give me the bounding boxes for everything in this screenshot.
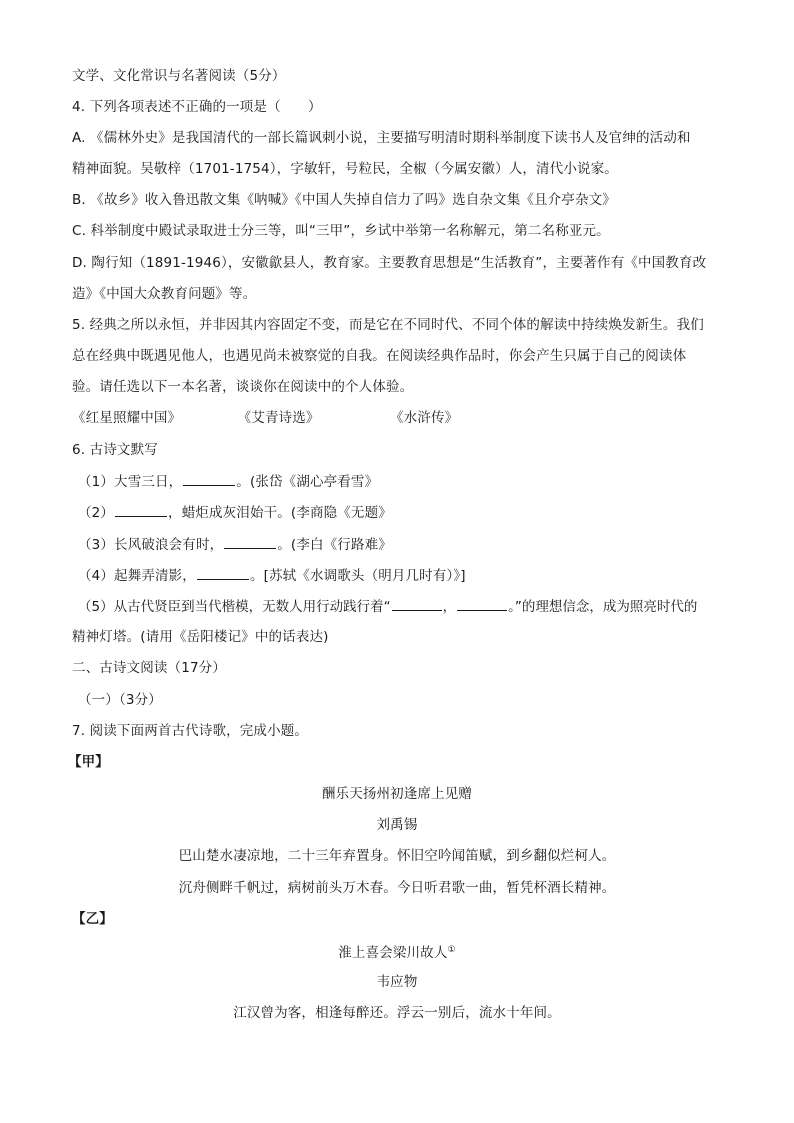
answer-blank[interactable] (224, 534, 276, 549)
question-5-line-1: 5. 经典之所以永恒，并非因其内容固定不变，而是它在不同时代、不同个体的解读中持续焕发新生。我们 (72, 317, 704, 333)
book-choices (72, 408, 724, 428)
poem-b-line-1: 江汉曾为客，相逢每醉还。浮云一别后，流水十年间。 (233, 1005, 561, 1021)
option-d-line-2: 造》《中国大众教育问题》等。 (72, 286, 257, 302)
option-a-line-1: A. 《儒林外史》是我国清代的一部长篇讽刺小说，主要描写明清时期科举制度下读书人及官绅的活动和 (72, 130, 691, 146)
book-choice-2: 《艾青诗选》 (237, 410, 320, 426)
poem-a-title: 酬乐天扬州初逢席上见赠 (321, 786, 473, 802)
poem-a-tag: 【甲】 (68, 754, 109, 770)
footnote-marker: ① (447, 945, 456, 955)
answer-blank[interactable] (115, 502, 167, 517)
option-c: C. 科举制度中殿试录取进士分三等，叫“三甲”，乡试中举第一名称解元，第二名称亚元。 (72, 223, 610, 239)
question-5-line-3: 验。请任选以下一本名著，谈谈你在阅读中的个人体验。 (72, 379, 414, 395)
part-2-subsection: （一）（3分） (78, 692, 162, 708)
recitation-item-3: （3）长风破浪会有时， 。(李白《行路难》 (78, 534, 730, 555)
answer-blank[interactable] (457, 596, 507, 611)
poem-a-line-1: 巴山楚水凄凉地，二十三年弃置身。怀旧空吟闻笛赋，到乡翻似烂柯人。 (178, 848, 616, 864)
poem-b-tag: 【乙】 (72, 911, 113, 927)
poem-b-author: 韦应物 (376, 974, 418, 990)
question-4-stem: 4. 下列各项表述不正确的一项是（ ） (72, 99, 322, 115)
answer-blank[interactable] (183, 471, 235, 486)
option-b: B. 《故乡》收入鲁迅散文集《呐喊》《中国人失掉自信力了吗》选自杂文集《且介亭杂文》 (72, 192, 616, 208)
book-choice-1: 《红星照耀中国》 (72, 410, 182, 426)
answer-blank[interactable] (197, 565, 249, 580)
section-header: 文学、文化常识与名著阅读（5分） (72, 68, 286, 84)
poem-a-line-2: 沉舟侧畔千帆过，病树前头万木春。今日听君歌一曲，暂凭杯酒长精神。 (178, 880, 616, 896)
recitation-item-1: （1）大雪三日， 。(张岱《湖心亭看雪》 (78, 471, 730, 492)
recitation-item-5-line-2: 精神灯塔。(请用《岳阳楼记》中的话表达) (72, 629, 329, 645)
question-7-stem: 7. 阅读下面两首古代诗歌，完成小题。 (72, 723, 309, 739)
poem-a-author: 刘禹锡 (376, 817, 418, 833)
poem-b-title: 淮上喜会梁川故人① (338, 945, 456, 961)
question-6-title: 6. 古诗文默写 (72, 442, 158, 458)
book-choice-3: 《水浒传》 (390, 410, 459, 426)
option-a-line-2: 精神面貌。吴敬梓（1701-1754），字敏轩，号粒民，全椒（今属安徽）人，清代小说家。 (72, 161, 618, 177)
answer-blank[interactable] (392, 596, 442, 611)
recitation-item-2: （2） ，蜡炬成灰泪始干。(李商隐《无题》 (78, 502, 730, 523)
part-2-title: 二、古诗文阅读（17分） (72, 660, 226, 676)
question-5-line-2: 总在经典中既遇见他人，也遇见尚未被察觉的自我。在阅读经典作品时，你会产生只属于自己的阅读体 (72, 348, 687, 364)
recitation-item-5: （5）从古代贤臣到当代楷模，无数人用行动践行着“ ， 。”的理想信念，成为照亮时代的 (78, 596, 730, 617)
recitation-item-4: （4）起舞弄清影， 。[苏轼《水调歌头（明月几时有）》] (78, 565, 730, 586)
option-d-line-1: D. 陶行知（1891-1946），安徽歙县人，教育家。主要教育思想是“生活教育”，主要著作有《中国教育改 (72, 255, 707, 271)
